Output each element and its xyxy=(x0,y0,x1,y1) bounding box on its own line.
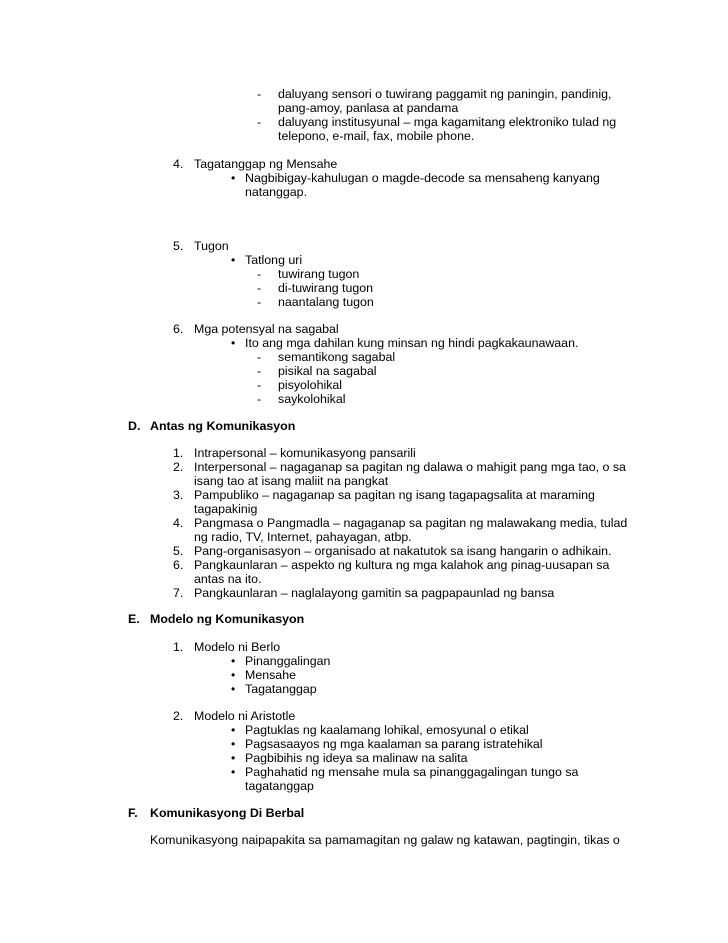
list-item-text: Pagtuklas ng kaalamang lohikal, emosyunal o etikal xyxy=(245,723,529,737)
bullet-marker: • xyxy=(231,723,236,737)
section-heading: Antas ng Komunikasyon xyxy=(150,419,296,433)
bullet-marker: • xyxy=(231,336,236,350)
bullet-marker: • xyxy=(231,682,236,696)
bullet-marker: • xyxy=(231,253,236,267)
list-item-text: daluyang sensori o tuwirang paggamit ng paningin, pandinig, xyxy=(278,87,612,101)
bullet-marker: • xyxy=(231,171,236,185)
dash-marker: - xyxy=(257,350,262,364)
dash-marker: - xyxy=(257,267,262,281)
list-item-text: daluyang institusyunal – mga kagamitang elektroniko tulad ng xyxy=(278,115,617,129)
list-item-title: Modelo ni Berlo xyxy=(194,640,281,654)
list-number: 7. xyxy=(173,586,184,600)
section-heading: Komunikasyong Di Berbal xyxy=(150,806,305,820)
list-item-text: tuwirang tugon xyxy=(278,267,360,281)
dash-marker: - xyxy=(257,364,262,378)
list-item-text: pang-amoy, panlasa at pandama xyxy=(278,101,459,115)
list-number: 3. xyxy=(173,488,184,502)
list-number: 2. xyxy=(173,460,184,474)
section-letter: F. xyxy=(128,806,138,820)
list-item-text: semantikong sagabal xyxy=(278,350,396,364)
list-number: 4. xyxy=(173,516,184,530)
list-item-text: tagapakinig xyxy=(194,502,258,516)
list-item-text: Mensahe xyxy=(245,668,296,682)
list-item-text: tagatanggap xyxy=(245,779,314,793)
list-item-text: naantalang tugon xyxy=(278,295,374,309)
list-number: 6. xyxy=(173,322,184,336)
list-item-text: Pangkaunlaran – naglalayong gamitin sa pagpapaunlad ng bansa xyxy=(194,586,555,600)
list-item-text: pisyolohikal xyxy=(278,378,343,392)
list-item-title: Tagatanggap ng Mensahe xyxy=(194,157,338,171)
list-item-text: natanggap. xyxy=(245,185,308,199)
bullet-marker: • xyxy=(231,737,236,751)
bullet-marker: • xyxy=(231,765,236,779)
list-number: 4. xyxy=(173,157,184,171)
list-item-text: isang tao at isang maliit na pangkat xyxy=(194,474,389,488)
list-item-text: Pampubliko – nagaganap sa pagitan ng isang tagapagsalita at maraming xyxy=(194,488,595,502)
list-item-title: Mga potensyal na sagabal xyxy=(194,322,339,336)
dash-marker: - xyxy=(257,295,262,309)
list-number: 2. xyxy=(173,709,184,723)
bullet-marker: • xyxy=(231,668,236,682)
list-item-text: Paghahatid ng mensahe mula sa pinanggagalingan tungo sa xyxy=(245,765,579,779)
list-item-text: Tagatanggap xyxy=(245,682,317,696)
list-item-text: telepono, e-mail, fax, mobile phone. xyxy=(278,129,475,143)
list-item-text: pisikal na sagabal xyxy=(278,364,377,378)
list-item-text: saykolohikal xyxy=(278,392,346,406)
list-item-text: Pang-organisasyon – organisado at nakatutok sa isang hangarin o adhikain. xyxy=(194,544,612,558)
list-item-text: Tatlong uri xyxy=(245,253,303,267)
list-item-text: Ito ang mga dahilan kung minsan ng hindi pagkakaunawaan. xyxy=(245,336,579,350)
list-item-text: di-tuwirang tugon xyxy=(278,281,374,295)
list-item-text: Pinanggalingan xyxy=(245,654,331,668)
list-item-text: Pangkaunlaran – aspekto ng kultura ng mga kalahok ang pinag-uusapan sa xyxy=(194,558,610,572)
dash-marker: - xyxy=(257,281,262,295)
list-number: 6. xyxy=(173,558,184,572)
list-number: 5. xyxy=(173,544,184,558)
bullet-marker: • xyxy=(231,654,236,668)
list-item-text: Nagbibigay-kahulugan o magde-decode sa mensaheng kanyang xyxy=(245,171,600,185)
list-item-text: Pagsasaayos ng mga kaalaman sa parang istratehikal xyxy=(245,737,543,751)
list-item-text: Intrapersonal – komunikasyong pansarili xyxy=(194,446,416,460)
list-number: 1. xyxy=(173,640,184,654)
list-item-title: Tugon xyxy=(194,239,229,253)
dash-marker: - xyxy=(257,378,262,392)
list-item-text: Interpersonal – nagaganap sa pagitan ng dalawa o mahigit pang mga tao, o sa xyxy=(194,460,626,474)
section-letter: D. xyxy=(128,419,141,433)
dash-marker: - xyxy=(257,115,262,129)
list-item-text: antas na ito. xyxy=(194,572,262,586)
bullet-marker: • xyxy=(231,751,236,765)
dash-marker: - xyxy=(257,87,262,101)
dash-marker: - xyxy=(257,392,262,406)
section-heading: Modelo ng Komunikasyon xyxy=(150,612,305,626)
paragraph-text: Komunikasyong naipapakita sa pamamagitan ng galaw ng katawan, pagtingin, tikas o xyxy=(150,833,620,847)
section-letter: E. xyxy=(128,612,140,626)
list-item-text: ng radio, TV, Internet, pahayagan, atbp. xyxy=(194,530,412,544)
list-number: 1. xyxy=(173,446,184,460)
list-item-title: Modelo ni Aristotle xyxy=(194,709,296,723)
list-number: 5. xyxy=(173,239,184,253)
list-item-text: Pangmasa o Pangmadla – nagaganap sa pagitan ng malawakang media, tulad xyxy=(194,516,628,530)
list-item-text: Pagbibihis ng ideya sa malinaw na salita xyxy=(245,751,468,765)
